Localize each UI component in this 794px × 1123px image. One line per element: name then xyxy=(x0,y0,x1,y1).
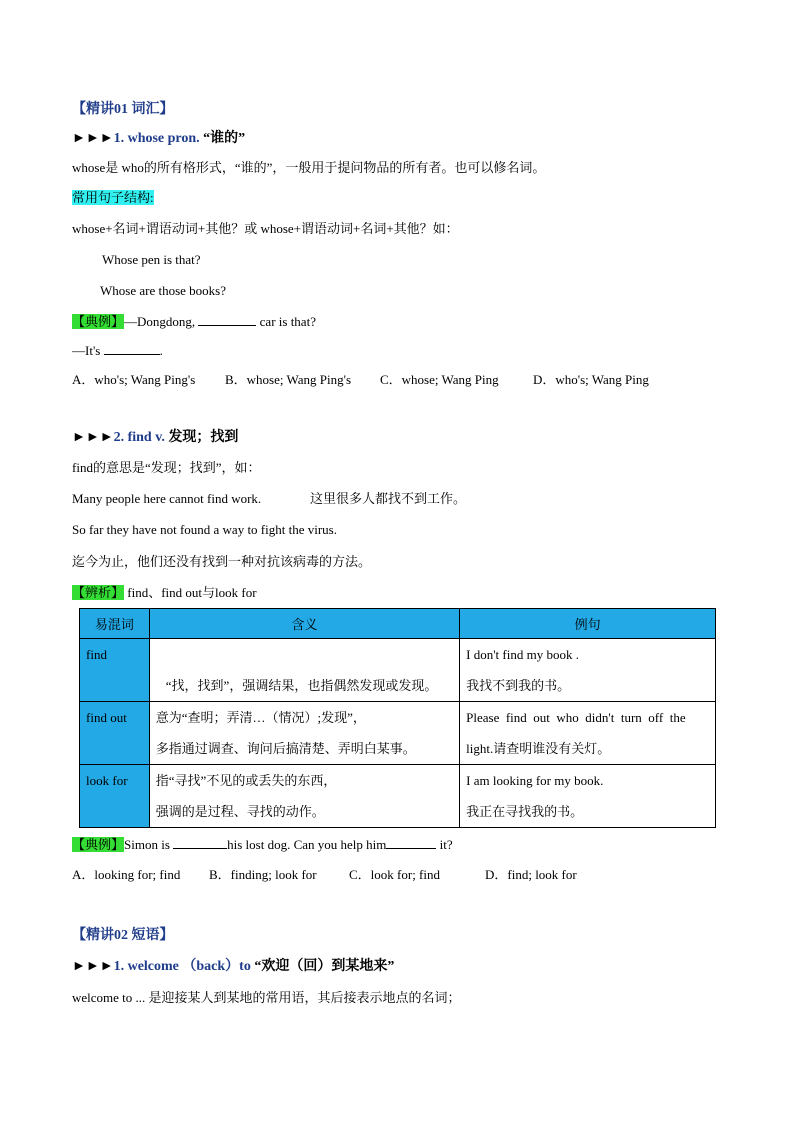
word-description: find的意思是“发现；找到”，如： xyxy=(72,460,261,475)
phrase-title-text: 1. welcome （back）to xyxy=(113,959,255,974)
quiz-tag: 【典例】 xyxy=(72,837,125,852)
table-cell-term: find out xyxy=(80,702,150,765)
quiz-text-post: . xyxy=(159,343,163,358)
example-line: I don't find my book . xyxy=(466,647,579,662)
table-cell-example xyxy=(460,639,716,702)
answer-blank xyxy=(386,835,436,849)
table-header-term: 易混词 xyxy=(80,609,150,639)
table-row xyxy=(80,765,716,828)
option-d: D．who's; Wang Ping xyxy=(533,372,649,387)
word-title-find xyxy=(72,429,238,447)
word-meaning: “谁的” xyxy=(203,131,246,146)
example-line: light.请查明谁没有关灯。 xyxy=(466,741,611,756)
table-row xyxy=(80,702,716,765)
table-cell-term: look for xyxy=(80,765,150,828)
word-description: whose是 who的所有格形式，“谁的”，一般用于提问物品的所有者。也可以修名词。 xyxy=(72,160,546,175)
quiz-answer-line xyxy=(72,341,163,360)
table-header-row xyxy=(80,609,716,639)
meaning-line: 指“寻找”不见的或丢失的东西， xyxy=(155,773,337,788)
structure-label-text: 常用句子结构: xyxy=(72,190,154,205)
arrow-icon: ►►► xyxy=(72,430,114,445)
table-row xyxy=(80,639,716,702)
quiz-text-mid: his lost dog. Can you help him xyxy=(227,837,387,852)
option-b: B．finding; look for xyxy=(209,867,317,882)
table-cell-example xyxy=(460,765,716,828)
example-line: I am looking for my book. xyxy=(466,773,604,788)
table-cell-meaning xyxy=(149,765,459,828)
example-sentence-1: Whose pen is that? xyxy=(102,252,201,267)
example-en: Many people here cannot find work. xyxy=(72,491,262,506)
word-meaning: 发现；找到 xyxy=(168,430,239,445)
structure-pattern: whose+名词+谓语动词+其他？或 whose+谓语动词+名词+其他？如： xyxy=(72,221,459,236)
option-c: C．whose; Wang Ping xyxy=(380,372,499,387)
answer-blank xyxy=(173,835,227,849)
option-a: A．looking for; find xyxy=(72,867,181,882)
quiz-text-pre: —Dongdong, xyxy=(124,314,199,329)
example-sentence-2: Whose are those books? xyxy=(100,283,226,298)
table-cell-meaning xyxy=(149,639,459,702)
section-heading-vocab: 【精讲01 词汇】 xyxy=(72,102,174,117)
compare-tag: 【辨析】 xyxy=(72,585,125,600)
quiz-question-whose xyxy=(72,312,316,331)
meaning-line: 多指通过调查、询问后搞清楚、弄明白某事。 xyxy=(155,741,416,756)
compare-label xyxy=(72,584,257,602)
arrow-icon: ►►► xyxy=(72,131,114,146)
example-line: 我正在寻找我的书。 xyxy=(466,804,584,819)
quiz-text-pre: Simon is xyxy=(124,837,174,852)
table-cell-term: find xyxy=(80,639,150,702)
answer-blank xyxy=(104,341,160,355)
table-cell-example xyxy=(460,702,716,765)
word-title-text: 2. find v. xyxy=(113,430,169,445)
example-line: Please find out who didn't turn off the xyxy=(466,710,686,725)
table-header-meaning: 含义 xyxy=(149,609,459,639)
quiz-text-pre: —It's xyxy=(72,343,104,358)
word-title-whose xyxy=(72,130,245,148)
quiz-text-post: it? xyxy=(436,837,453,852)
example-cn: 这里很多人都找不到工作。 xyxy=(310,491,467,506)
section-heading-phrases: 【精讲02 短语】 xyxy=(72,928,174,943)
option-a: A．who's; Wang Ping's xyxy=(72,372,196,387)
table-header-example: 例句 xyxy=(460,609,716,639)
table-cell-meaning xyxy=(149,702,459,765)
example-cn-2: 迄今为止，他们还没有找到一种对抗该病毒的方法。 xyxy=(72,554,372,569)
phrase-title-welcome xyxy=(72,958,394,976)
meaning-line: 强调的是过程、寻找的动作。 xyxy=(155,804,325,819)
example-en-2: So far they have not found a way to fight the virus. xyxy=(72,522,337,537)
answer-blank xyxy=(198,312,256,326)
quiz-question-find xyxy=(72,835,453,854)
quiz-tag: 【典例】 xyxy=(72,314,125,329)
option-b: B．whose; Wang Ping's xyxy=(225,372,352,387)
arrow-icon: ►►► xyxy=(72,959,114,974)
compare-text: find、find out与look for xyxy=(124,585,257,600)
example-pair-1 xyxy=(72,490,466,508)
comparison-table xyxy=(79,608,716,828)
option-d: D．find; look for xyxy=(485,867,577,882)
example-line: 我找不到我的书。 xyxy=(466,678,571,693)
structure-label xyxy=(72,189,154,207)
quiz-text-post: car is that? xyxy=(256,314,316,329)
quiz-options-whose xyxy=(72,371,649,389)
meaning-line: 意为“查明；弄清…（情况）;发现”， xyxy=(155,710,366,725)
phrase-meaning: “欢迎（回）到某地来” xyxy=(254,959,395,974)
meaning-line: “找，找到”，强调结果，也指偶然发现或发现。 xyxy=(165,678,438,693)
phrase-description: welcome to ... 是迎接某人到某地的常用语，其后接表示地点的名词； xyxy=(72,990,461,1005)
option-c: C．look for; find xyxy=(349,867,440,882)
word-title-text: 1. whose pron. xyxy=(113,131,204,146)
quiz-options-find xyxy=(72,866,577,884)
